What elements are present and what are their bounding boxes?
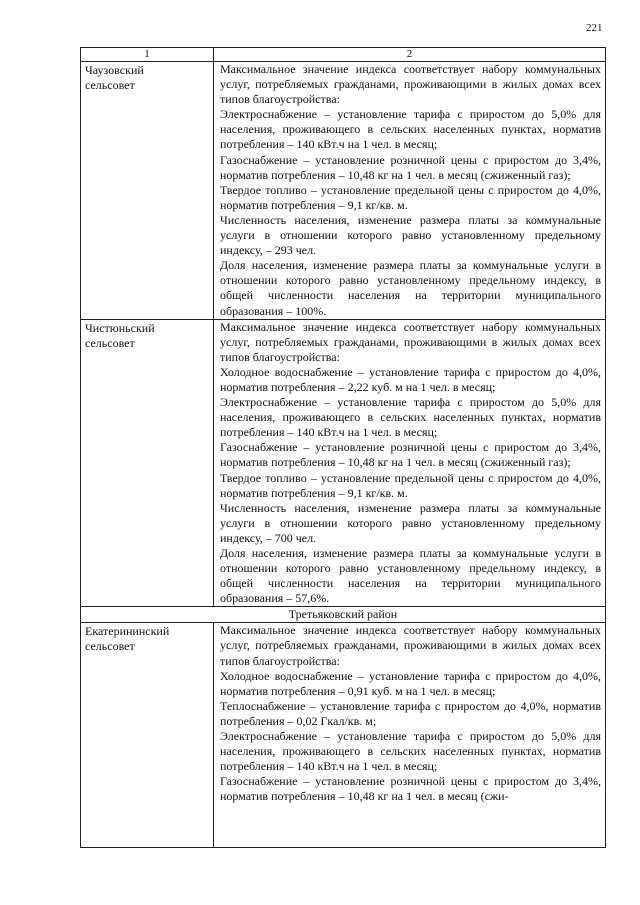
description-paragraph: Доля населения, изменение размера платы за коммунальные услуги в отношении которого равно установленному предельному индексу, в общей численности населения на территории муниципального образования – 100%. (220, 258, 601, 318)
column-header-2: 2 (214, 48, 606, 62)
description-cell (214, 623, 606, 848)
table-header-row (81, 48, 606, 62)
description-paragraph: Максимальное значение индекса соответствует набору коммунальных услуг, потребляемых гражданами, проживающими в жилых домах всех типов благоустройства: (220, 62, 601, 107)
description-paragraph: Холодное водоснабжение – установление тарифа с приростом до 4,0%, норматив потребления – 2,22 куб. м на 1 чел. в месяц; (220, 364, 601, 394)
description-cell (214, 319, 606, 607)
description-paragraph: Электроснабжение – установление тарифа с приростом до 5,0% для населения, проживающего в сельских населенных пунктах, норматив потребления – 140 кВт.ч на 1 чел. в месяц; (220, 395, 601, 440)
municipality-name-cell (81, 319, 214, 607)
district-heading: Третьяковский район (81, 607, 606, 623)
description-paragraph: Численность населения, изменение размера платы за коммунальные услуги в отношении которого равно установленному предельному индексу, – 293 чел. (220, 212, 601, 258)
index-table (80, 47, 606, 848)
column-header-1: 1 (81, 48, 214, 62)
table-row (81, 623, 606, 848)
municipality-name-line: Чаузовский (85, 63, 144, 77)
description-paragraph: Твердое топливо – установление предельной цены с приростом до 4,0%, норматив потребления – 9,1 кг/кв. м. (220, 182, 601, 212)
description-paragraph: Доля населения, изменение размера платы за коммунальные услуги в отношении которого равно установленному предельному индексу, в общей численности населения на территории муниципального образования – 57,6%. (220, 546, 601, 606)
municipality-name-line: сельсовет (85, 78, 135, 92)
municipality-name-cell (81, 623, 214, 848)
description-paragraph: Газоснабжение – установление розничной цены с приростом до 3,4%, норматив потребления – 10,48 кг на 1 чел. в месяц (сжиженный газ); (220, 152, 601, 182)
description-paragraph: Максимальное значение индекса соответствует набору коммунальных услуг, потребляемых гражданами, проживающими в жилых домах всех типов благоустройства: (220, 319, 601, 364)
description-paragraph: Теплоснабжение – установление тарифа с приростом до 4,0%, норматив потребления – 0,02 Гкал/кв. м; (220, 698, 601, 728)
municipality-name-line: Екатерининский (85, 624, 170, 639)
description-paragraph: Холодное водоснабжение – установление тарифа с приростом до 4,0%, норматив потребления – 0,91 куб. м на 1 чел. в месяц; (220, 668, 601, 698)
description-paragraph: Твердое топливо – установление предельной цены с приростом до 4,0%, норматив потребления – 9,1 кг/кв. м. (220, 470, 601, 500)
table-row (81, 62, 606, 320)
description-paragraph: Максимальное значение индекса соответствует набору коммунальных услуг, потребляемых гражданами, проживающими в жилых домах всех типов благоустройства: (220, 623, 601, 668)
description-paragraph: Электроснабжение – установление тарифа с приростом до 5,0% для населения, проживающего в сельских населенных пунктах, норматив потребления – 140 кВт.ч на 1 чел. в месяц; (220, 107, 601, 152)
municipality-name-cell (81, 62, 214, 320)
description-paragraph: Газоснабжение – установление розничной цены с приростом до 3,4%, норматив потребления – 10,48 кг на 1 чел. в месяц (сжи- (220, 774, 601, 804)
description-paragraph: Электроснабжение – установление тарифа с приростом до 5,0% для населения, проживающего в сельских населенных пунктах, норматив потребления – 140 кВт.ч на 1 чел. в месяц; (220, 729, 601, 774)
municipality-name-line: Чистюньский (85, 320, 155, 335)
district-heading-row (81, 607, 606, 623)
description-paragraph: Численность населения, изменение размера платы за коммунальные услуги в отношении которого равно установленному предельному индексу, – 700 чел. (220, 500, 601, 545)
page-number: 221 (586, 22, 603, 34)
municipality-name-line: сельсовет (85, 639, 135, 654)
municipality-name-line: сельсовет (85, 335, 135, 350)
description-cell (214, 62, 606, 320)
table-row (81, 319, 606, 607)
description-paragraph: Газоснабжение – установление розничной цены с приростом до 3,4%, норматив потребления – 10,48 кг на 1 чел. в месяц (сжиженный газ); (220, 440, 601, 470)
